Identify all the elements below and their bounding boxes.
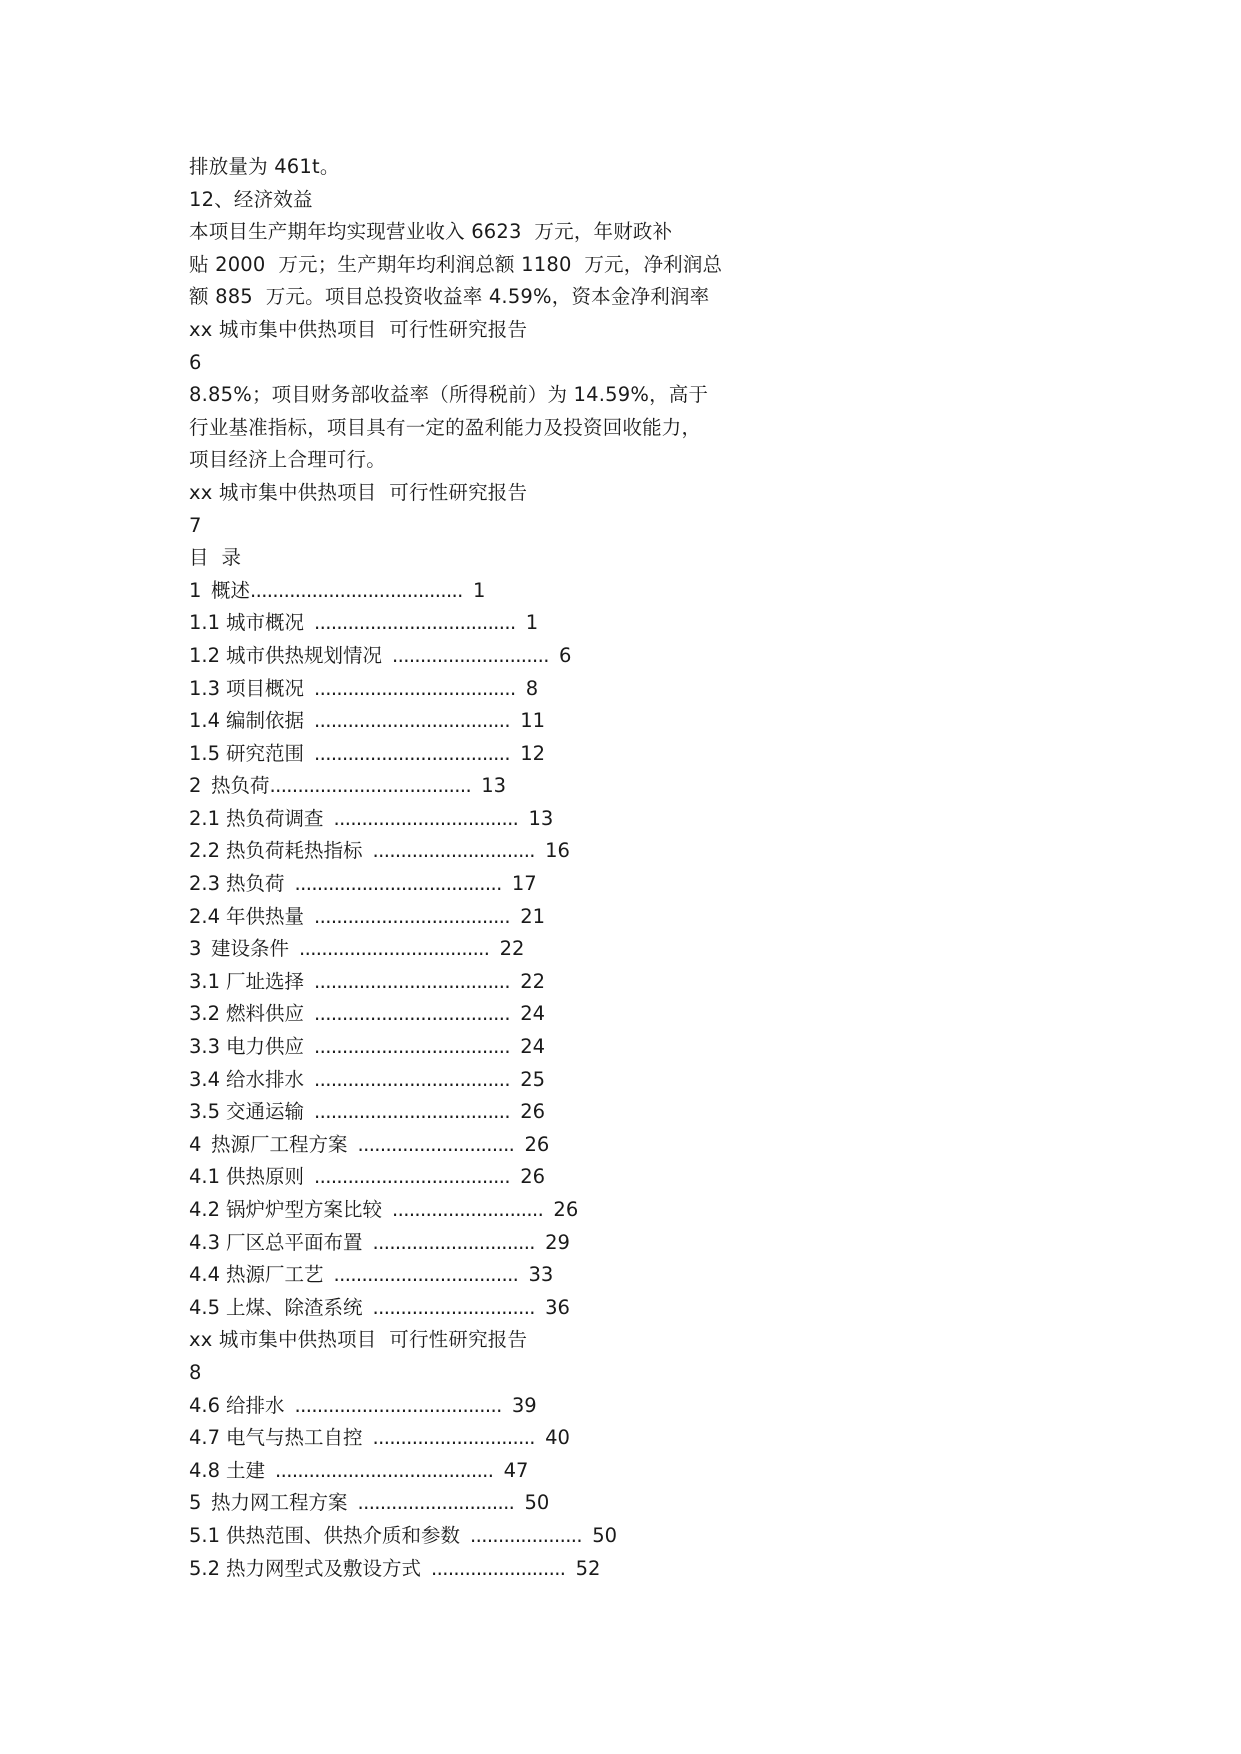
- toc-entry-number: 2.3: [189, 872, 221, 896]
- toc-entry-leader: ......................................: [250, 578, 463, 602]
- toc-entry-title: 年供热量: [226, 904, 305, 928]
- toc-entry-leader: ...................................: [314, 969, 510, 993]
- toc-entry-number: 3: [189, 937, 202, 961]
- toc-entry-title: 研究范围: [226, 741, 305, 765]
- toc-entry-title: 电气与热工自控: [226, 1426, 363, 1450]
- toc-entry-number: 2.1: [189, 806, 221, 830]
- toc-entry-number: 2.2: [189, 839, 221, 863]
- toc-entry-title: 热力网工程方案: [211, 1491, 348, 1515]
- toc-entry-leader: ...................................: [314, 741, 510, 765]
- toc-entry-leader: ...................................: [314, 904, 510, 928]
- toc-entry-leader: .....................................: [294, 872, 502, 896]
- toc-entry-title: 热负荷调查: [226, 806, 324, 830]
- toc-entry-number: 3.2: [189, 1002, 221, 1026]
- toc-entry[interactable]: [189, 705, 809, 738]
- toc-entry-leader: ...................................: [314, 1100, 510, 1124]
- toc-entry-title: 锅炉炉型方案比较: [226, 1198, 383, 1221]
- toc-entry[interactable]: [189, 1227, 809, 1260]
- toc-entry-title: 热源厂工程方案: [211, 1132, 348, 1156]
- toc-entry[interactable]: [189, 1129, 809, 1162]
- toc-entry-leader: ..................................: [299, 937, 490, 961]
- toc-entry[interactable]: [189, 1292, 809, 1325]
- toc-entry-page: 16: [545, 839, 570, 863]
- toc-entry-leader: ...................................: [314, 1035, 510, 1059]
- toc-entry-page: 26: [520, 1165, 546, 1189]
- toc-entry-page: 12: [520, 741, 546, 765]
- toc-entry-number: 4.4: [189, 1263, 221, 1287]
- toc-entry[interactable]: [189, 1422, 809, 1455]
- toc-entry-leader: .......................................: [275, 1458, 494, 1482]
- toc-entry-leader: .............................: [372, 839, 535, 863]
- toc-entry-title: 给水排水: [226, 1067, 305, 1091]
- toc-entry-title: 编制依据: [226, 709, 305, 733]
- toc-entry-leader: .....................................: [294, 1393, 502, 1417]
- toc-entry-number: 4.1: [189, 1165, 221, 1189]
- toc-entry-page: 47: [503, 1458, 529, 1482]
- toc-entry-title: 项目概况: [226, 676, 305, 700]
- toc-entry-page: 21: [520, 904, 546, 928]
- toc-entry-number: 1.5: [189, 741, 221, 765]
- toc-entry[interactable]: [189, 738, 809, 771]
- toc-entry-page: 36: [545, 1295, 570, 1319]
- toc-title: 目 录: [189, 546, 242, 570]
- toc-entry[interactable]: [189, 1031, 809, 1064]
- table-of-contents-continued: [189, 1390, 809, 1586]
- page-number: 7: [189, 513, 202, 537]
- page-number: 6: [189, 350, 202, 374]
- toc-entry-number: 4.6: [189, 1393, 221, 1417]
- toc-entry-page: 26: [553, 1198, 579, 1221]
- toc-entry[interactable]: [189, 673, 809, 706]
- toc-entry[interactable]: [189, 607, 809, 640]
- toc-entry-number: 1.1: [189, 611, 221, 635]
- toc-entry-number: 3.3: [189, 1035, 221, 1059]
- toc-entry-page: 25: [520, 1067, 546, 1091]
- text-line: 8.85%；项目财务部收益率（所得税前）为 14.59%，高于: [189, 383, 709, 407]
- toc-entry-page: 13: [528, 806, 554, 830]
- toc-entry-title: 热负荷: [211, 774, 270, 798]
- toc-entry-number: 2.4: [189, 904, 221, 928]
- page-number: 8: [189, 1360, 202, 1384]
- toc-entry-number: 4: [189, 1132, 202, 1156]
- text-line: 项目经济上合理可行。: [189, 448, 387, 472]
- page-break-header: [189, 1324, 809, 1389]
- toc-entry-page: 26: [524, 1132, 550, 1156]
- toc-entry-title: 交通运输: [226, 1100, 305, 1124]
- toc-entry[interactable]: [189, 1194, 809, 1227]
- toc-entry-title: 热负荷耗热指标: [226, 839, 363, 863]
- toc-entry-leader: .................................: [333, 806, 519, 830]
- toc-entry[interactable]: [189, 998, 809, 1031]
- document-page: [189, 151, 809, 1585]
- toc-entry-leader: ....................................: [269, 774, 472, 798]
- toc-entry-title: 供热范围、供热介质和参数: [226, 1523, 461, 1547]
- toc-entry-title: 电力供应: [226, 1035, 305, 1059]
- toc-entry-leader: ....................................: [314, 611, 516, 635]
- toc-entry-leader: .................................: [333, 1263, 519, 1287]
- table-of-contents: [189, 575, 809, 1325]
- toc-entry-title: 城市概况: [226, 611, 305, 635]
- toc-entry[interactable]: [189, 1520, 809, 1553]
- toc-entry-page: 39: [511, 1393, 537, 1417]
- toc-entry-page: 52: [575, 1556, 601, 1580]
- toc-entry-page: 29: [545, 1230, 570, 1254]
- toc-entry-page: 24: [520, 1002, 546, 1026]
- toc-entry-title: 热力网型式及敷设方式: [226, 1556, 422, 1580]
- toc-entry[interactable]: [189, 1455, 809, 1488]
- toc-entry[interactable]: [189, 901, 809, 934]
- toc-entry[interactable]: [189, 1161, 809, 1194]
- toc-entry-number: 1.3: [189, 676, 221, 700]
- toc-entry[interactable]: [189, 1064, 809, 1097]
- toc-entry[interactable]: [189, 575, 809, 608]
- toc-entry-page: 50: [592, 1523, 618, 1547]
- toc-entry-page: 22: [520, 969, 546, 993]
- toc-entry[interactable]: [189, 1487, 809, 1520]
- toc-entry-page: 6: [559, 643, 572, 667]
- toc-entry-title: 热负荷: [226, 872, 285, 896]
- toc-entry-number: 1.2: [189, 643, 221, 667]
- text-line: 贴 2000 万元；生产期年均利润总额 1180 万元，净利润总: [189, 252, 723, 276]
- toc-entry-number: 3.5: [189, 1100, 221, 1124]
- toc-entry-page: 11: [520, 709, 546, 733]
- toc-entry-leader: ....................................: [314, 676, 516, 700]
- toc-entry[interactable]: [189, 1553, 809, 1586]
- toc-entry-page: 13: [481, 774, 507, 798]
- toc-entry-title: 厂区总平面布置: [226, 1230, 363, 1254]
- toc-entry-leader: .............................: [372, 1295, 535, 1319]
- toc-entry-number: 4.3: [189, 1230, 221, 1254]
- toc-entry-title: 厂址选择: [226, 969, 305, 993]
- toc-entry[interactable]: [189, 933, 809, 966]
- toc-entry-title: 土建: [226, 1458, 266, 1482]
- toc-entry-leader: ....................: [470, 1523, 583, 1547]
- toc-entry[interactable]: [189, 966, 809, 999]
- toc-entry-leader: ...................................: [314, 709, 510, 733]
- toc-entry[interactable]: [189, 1259, 809, 1292]
- text-line: 排放量为 461t。: [189, 155, 340, 178]
- toc-entry-leader: ...........................: [392, 1198, 544, 1221]
- toc-entry-number: 4.7: [189, 1426, 221, 1450]
- toc-entry-leader: ...................................: [314, 1165, 510, 1189]
- toc-entry-title: 燃料供应: [226, 1002, 305, 1026]
- section-heading: 12、经济效益: [189, 187, 313, 211]
- toc-entry-leader: ........................: [431, 1556, 566, 1580]
- toc-entry[interactable]: [189, 640, 809, 673]
- toc-entry-leader: ............................: [357, 1491, 515, 1515]
- toc-entry-number: 4.5: [189, 1295, 221, 1319]
- toc-entry-page: 24: [520, 1035, 546, 1059]
- toc-entry[interactable]: [189, 868, 809, 901]
- toc-entry-page: 1: [472, 578, 486, 602]
- toc-entry-number: 4.2: [189, 1198, 221, 1221]
- toc-entry-number: 2: [189, 774, 202, 798]
- running-header: xx 城市集中供热项目 可行性研究报告: [189, 480, 528, 504]
- body-text: [189, 151, 809, 575]
- toc-entry-page: 40: [545, 1426, 570, 1450]
- toc-entry-number: 5.1: [189, 1523, 221, 1547]
- toc-entry[interactable]: [189, 803, 809, 836]
- toc-entry-page: 17: [511, 872, 537, 896]
- toc-entry-leader: ............................: [357, 1132, 515, 1156]
- toc-entry[interactable]: [189, 1390, 809, 1423]
- toc-entry-number: 5.2: [189, 1556, 221, 1580]
- toc-entry-title: 给排水: [226, 1393, 285, 1417]
- toc-entry-number: 4.8: [189, 1458, 221, 1482]
- toc-entry-title: 城市供热规划情况: [226, 643, 383, 667]
- toc-entry-page: 1: [525, 611, 539, 635]
- text-line: 本项目生产期年均实现营业收入 6623 万元，年财政补: [189, 220, 673, 244]
- toc-entry[interactable]: [189, 770, 809, 803]
- toc-entry-title: 供热原则: [226, 1165, 305, 1189]
- toc-entry-leader: ...................................: [314, 1002, 510, 1026]
- toc-entry-title: 热源厂工艺: [226, 1263, 324, 1287]
- toc-entry-title: 概述: [211, 578, 251, 602]
- text-line: 额 885 万元。项目总投资收益率 4.59%，资本金净利润率: [189, 285, 710, 309]
- toc-entry-page: 26: [520, 1100, 546, 1124]
- toc-entry-page: 33: [528, 1263, 554, 1287]
- toc-entry-number: 3.4: [189, 1067, 221, 1091]
- toc-entry[interactable]: [189, 1096, 809, 1129]
- toc-entry-number: 1.4: [189, 709, 221, 733]
- toc-entry-number: 3.1: [189, 969, 221, 993]
- toc-entry-number: 1: [189, 578, 202, 602]
- toc-entry-page: 50: [524, 1491, 550, 1515]
- toc-entry-leader: ...................................: [314, 1067, 510, 1091]
- toc-entry-title: 上煤、除渣系统: [226, 1295, 363, 1319]
- toc-entry-leader: .............................: [372, 1230, 535, 1254]
- text-line: 行业基准指标，项目具有一定的盈利能力及投资回收能力，: [189, 415, 702, 439]
- toc-entry-page: 8: [525, 676, 539, 700]
- toc-entry-number: 5: [189, 1491, 202, 1515]
- toc-entry-page: 22: [499, 937, 525, 961]
- toc-entry-title: 建设条件: [211, 937, 290, 961]
- running-header: xx 城市集中供热项目 可行性研究报告: [189, 317, 528, 341]
- running-header: xx 城市集中供热项目 可行性研究报告: [189, 1328, 528, 1352]
- toc-entry[interactable]: [189, 835, 809, 868]
- toc-entry-leader: ............................: [392, 643, 549, 667]
- toc-entry-leader: .............................: [372, 1426, 535, 1450]
